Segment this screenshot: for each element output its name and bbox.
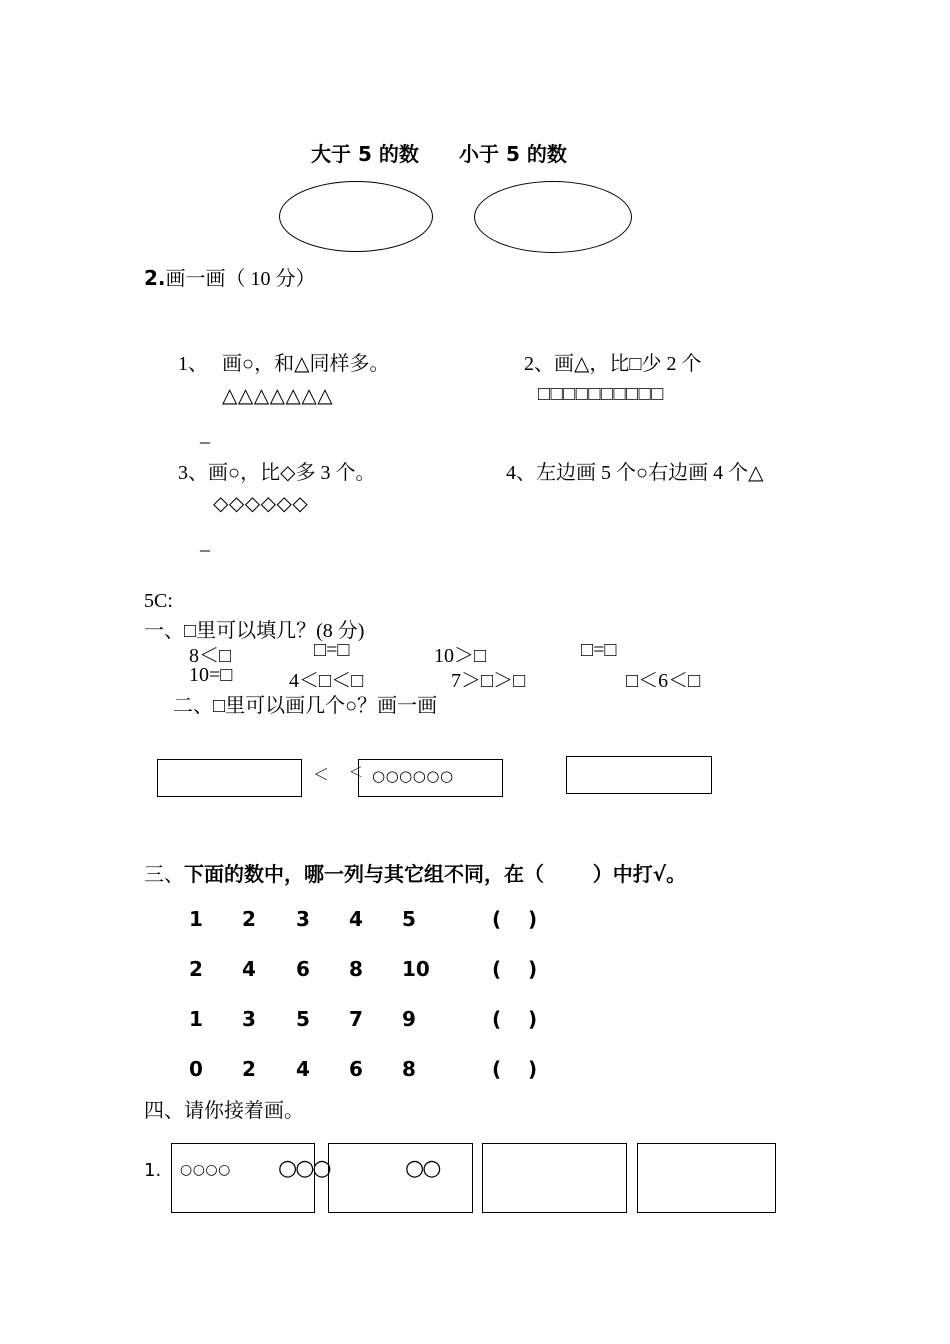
part3-title-main: 下面的数中，哪一列与其它组不同，在（ ）中打√。 [184, 862, 687, 886]
part1-row2-item2: 4＜□＜□ [289, 670, 364, 692]
part3-row3-num3: 5 [296, 1007, 310, 1031]
part3-row4-num3: 4 [296, 1057, 310, 1081]
part3-row1-paren-open: ( [492, 907, 502, 931]
part3-row2-num4: 8 [349, 957, 363, 981]
part1-row1-item4: □=□ [581, 639, 617, 661]
part3-row3-paren-close: ) [528, 1007, 538, 1031]
part3-row1-num5: 5 [402, 907, 416, 931]
part3-row2-num5: 10 [402, 957, 430, 981]
part2-answer-box-left [157, 759, 302, 797]
q2-heading-text: 画一画（ [165, 268, 246, 290]
part3-row4-paren-close: ) [528, 1057, 538, 1081]
part4-box1-small-circles: ○○○○ [180, 1162, 231, 1178]
part2-answer-box-right [566, 756, 712, 794]
q2-item3-diamonds: ◇◇◇◇◇◇ [213, 493, 309, 515]
part3-row1-num2: 2 [242, 907, 256, 931]
part3-row1-num3: 3 [296, 907, 310, 931]
part3-row2-num3: 6 [296, 957, 310, 981]
q2-heading [144, 262, 316, 291]
part3-row2-num1: 2 [189, 957, 203, 981]
part3-row3-paren-open: ( [492, 1007, 502, 1031]
part1-row1-item3: 10＞□ [434, 645, 487, 667]
part4-box2-circles: ○○ [405, 1156, 440, 1181]
q2-item2-text: 2、画△，比□少 2 个 [524, 353, 702, 375]
part3-row2-paren-open: ( [492, 957, 502, 981]
q2-item2-squares: □□□□□□□□□□ [538, 383, 664, 405]
section-code: 5C: [144, 590, 173, 612]
q2-heading-points: 10 分） [245, 268, 316, 290]
part4-box-2 [328, 1143, 473, 1213]
part4-title: 四、请你接着画。 [144, 1100, 304, 1122]
part2-less-than-sign-2: ＜ [349, 766, 363, 781]
ellipse-less-set [474, 181, 632, 253]
part3-row3-num2: 3 [242, 1007, 256, 1031]
q2-item1-answer-line: _ [200, 424, 210, 446]
part3-row2-paren-close: ) [528, 957, 538, 981]
part1-row2-item1: 10=□ [189, 664, 233, 686]
part1-row1-item1: 8＜□ [189, 645, 232, 667]
part3-row4-num1: 0 [189, 1057, 203, 1081]
part3-row4-num5: 8 [402, 1057, 416, 1081]
part3-row4-num4: 6 [349, 1057, 363, 1081]
q2-item4-text: 4、左边画 5 个○右边画 4 个△ [506, 462, 764, 484]
q2-item1-label: 1、 [178, 353, 208, 375]
part4-box-1 [171, 1143, 330, 1213]
part3-row4-paren-open: ( [492, 1057, 502, 1081]
q2-item3-text: 3、画○，比◇多 3 个。 [178, 462, 376, 484]
part4-box1-large-circles: ○○○ [278, 1156, 330, 1181]
heading-less-than-five: 小于 5 的数 [459, 142, 567, 166]
part4-box-4 [637, 1143, 776, 1213]
part3-row2-num2: 4 [242, 957, 256, 981]
q2-item1-text: 画○，和△同样多。 [222, 353, 390, 375]
part2-circles: ○○○○○○ [372, 767, 454, 785]
ellipse-greater-set [279, 181, 433, 252]
part3-row3-num4: 7 [349, 1007, 363, 1031]
part2-circle-box [358, 759, 503, 797]
q2-item1-triangles: △△△△△△△ [222, 385, 334, 407]
part1-title: 一、□里可以填几？(8 分) [144, 620, 365, 642]
part3-row4-num2: 2 [242, 1057, 256, 1081]
q2-item3-answer-line: _ [200, 532, 210, 554]
part4-item-label: 1. [144, 1160, 162, 1181]
part4-box-3 [482, 1143, 627, 1213]
part1-row2-item3: 7＞□＞□ [451, 670, 526, 692]
part1-row1-item2: □=□ [314, 639, 350, 661]
q2-heading-number: 2. [144, 266, 166, 290]
part3-row1-num4: 4 [349, 907, 363, 931]
part3-row3-num1: 1 [189, 1007, 203, 1031]
part2-less-than-sign-1: ＜ [313, 767, 330, 784]
part3-title-prefix: 三、 [144, 864, 184, 886]
part3-row1-paren-close: ) [528, 907, 538, 931]
part3-row1-num1: 1 [189, 907, 203, 931]
part3-row3-num5: 9 [402, 1007, 416, 1031]
part3-title [144, 858, 686, 887]
heading-greater-than-five: 大于 5 的数 [311, 142, 419, 166]
part1-row2-item4: □＜6＜□ [626, 670, 701, 692]
part2-title: 二、□里可以画几个○？画一画 [173, 695, 438, 717]
